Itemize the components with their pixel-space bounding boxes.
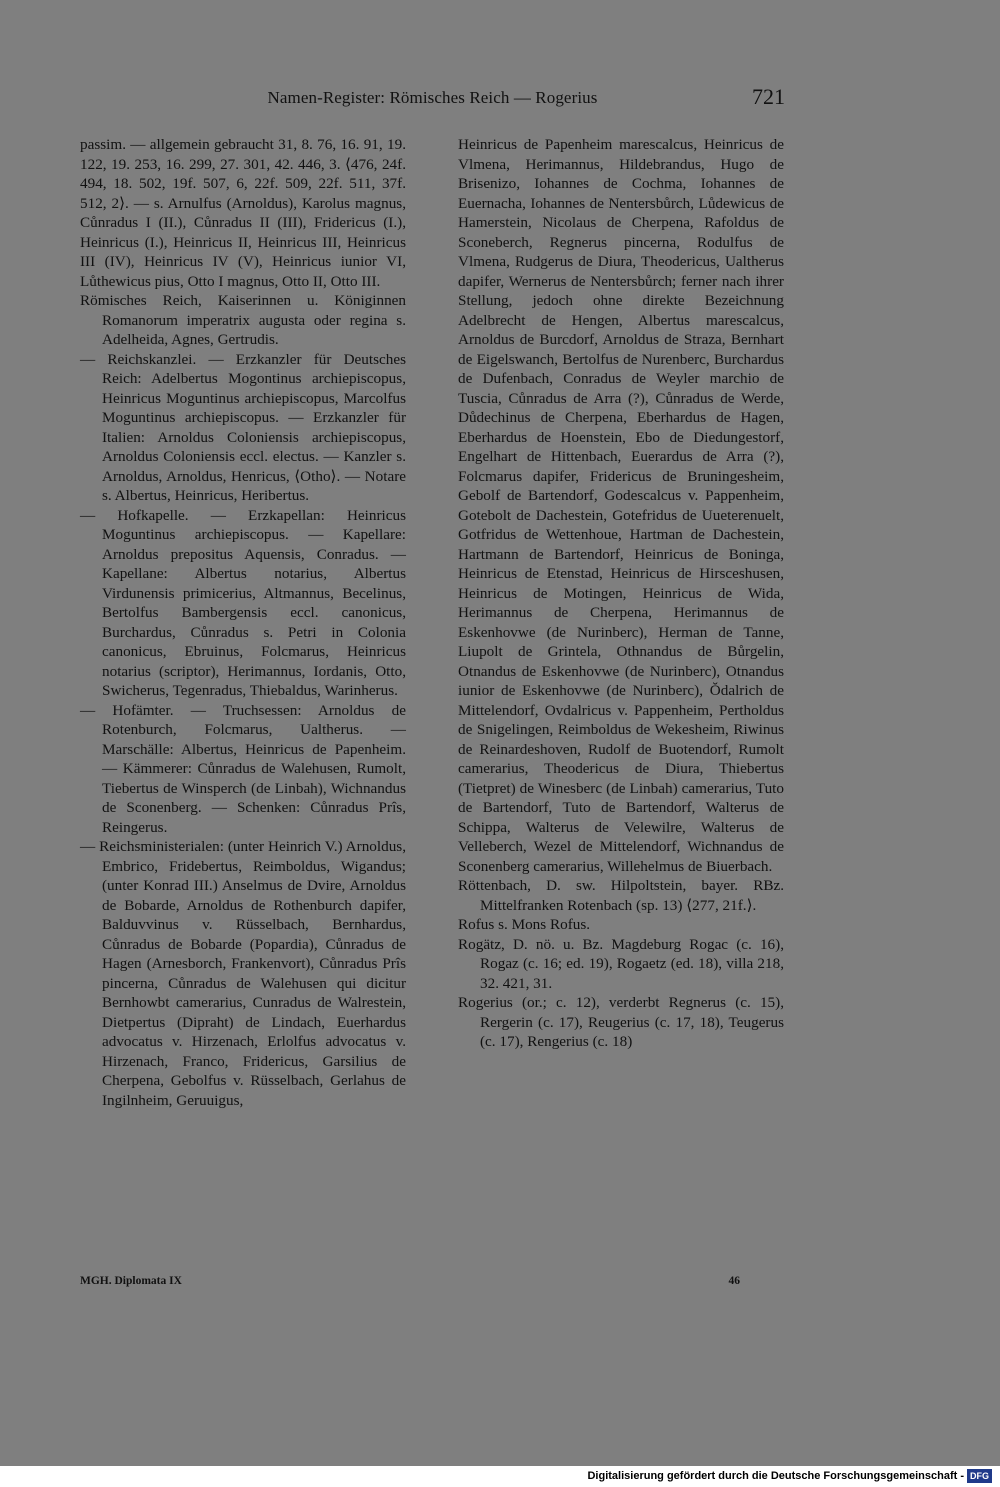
index-entry: — Reichskanzlei. — Erzkanzler für Deutsches Reich: Adelbertus Mogontinus archiepiscopus, Heinricus Moguntinus archiepiscopus, Marcolfus Moguntinus archiepiscopus. — Erzkanzler für Italien: Arnoldus Coloniensis archiepiscopus, Arnoldus Coloniensis eccl. electus. — Kanzler s. Arnoldus, Arnoldus, Henricus, ⟨Otho⟩. — Notare s. Albertus, Heinricus, Heribertus. — [80, 350, 406, 504]
index-entry: Rogerius (or.; c. 12), verderbt Regnerus (c. 15), Rergerin (c. 17), Reugerius (c. 17, 18), Teugerus (c. 17), Rengerius (c. 18) — [458, 994, 784, 1050]
credit-text: Digitalisierung gefördert durch die Deutsche Forschungsgemeinschaft - — [587, 1470, 964, 1482]
index-entry: Rogätz, D. nö. u. Bz. Magdeburg Rogac (c. 16), Rogaz (c. 16; ed. 19), Rogaetz (ed. 18), villa 218, 32. 421, 31. — [458, 935, 784, 992]
footer-signature: 46 — [728, 1275, 740, 1287]
index-entry: Röttenbach, D. sw. Hilpoltstein, bayer. RBz. Mittelfranken Rotenbach (sp. 13) ⟨277, 21f.⟩. — [458, 877, 784, 914]
left-column — [80, 135, 406, 1110]
index-entry: — Reichsministerialen: (unter Heinrich V.) Arnoldus, Embrico, Fridebertus, Reimboldus, Wigandus; (unter Konrad III.) Anselmus de Dvire, Arnoldus de Bobarde, Arnoldus de Rothenburch dapifer, Balduvvinus v. Rüsselbach, Bernhardus, Cůnradus de Bobarde (Popardia), Cůnradus de Hagen (Arnesborch, Frankenvort), Cůnradus Prîs pincerna, Cůnradus de Walehusen qui dicitur Bernhowbt camerarius, Cunradus de Walrestein, Dietpertus (Dipraht) de Lindach, Euerhardus advocatus v. Hirzenach, Erlolfus advocatus v. Hirzenach, Franco, Fridericus, Garsilius de Cherpena, Gebolfus v. Rüsselbach, Gerlahus de Ingilnheim, Geruuigus, — [80, 838, 406, 1109]
index-entry: — Hofämter. — Truchsessen: Arnoldus de Rotenburch, Folcmarus, Ualtherus. — Marschälle: Albertus, Heinricus de Papenheim. — Kämmerer: Cůnradus de Walehusen, Rumolt, Tiebertus de Winsperch (de Linbah), Wichnandus de Sconenberg. — Schenken: Cůnradus Prîs, Reingerus. — [80, 701, 406, 836]
dfg-logo-icon: DFG — [967, 1469, 992, 1483]
footer-series: MGH. Diplomata IX — [80, 1275, 182, 1287]
page-footer — [80, 1275, 740, 1295]
page-number: 721 — [752, 84, 785, 109]
digitization-credit — [587, 1468, 992, 1484]
running-header — [80, 84, 785, 118]
header-title: Namen-Register: Römisches Reich — Rogerius — [267, 88, 598, 107]
index-entry: — Hofkapelle. — Erzkapellan: Heinricus Moguntinus archiepiscopus. — Kapellare: Arnoldus prepositus Aquensis, Conradus. — Kapellane: Albertus notarius, Albertus Virdunensis primicerius, Altmannus, Becelinus, Bertolfus Bambergensis eccl. canonicus, Burchardus, Cůnradus s. Petri in Colonia canonicus, Ebruinus, Folcmarus, Heinricus notarius (scriptor), Herimannus, Iordanis, Otto, Swicherus, Tegenradus, Thiebaldus, Warinherus. — [80, 506, 406, 699]
index-entry: Heinricus de Papenheim marescalcus, Heinricus de Vlmena, Herimannus, Hildebrandus, Hugo de Brisenizo, Iohannes de Cochma, Iohannes de Euernacha, Iohannes de Nentersbůrch, Lůdewicus de Hamerstein, Nicolaus de Cherpena, Rafoldus de Sconeberch, Regnerus pincerna, Rodulfus de Vlmena, Rudgerus de Diura, Theodericus, Ualtherus dapifer, Wernerus de Nentersbůrch; ferner nach ihrer Stellung, jedoch ohne direkte Bezeichnung Adelbrecht de Hengen, Albertus marescalcus, Arnoldus de Burcdorf, Arnoldus de Straza, Bernhart de Eigelswanch, Bertolfus de Nurenberc, Burchardus de Dufenbach, Conradus de Weyler marchio de Tuscia, Cůnradus de Arra (?), Cůnradus de Werde, Důdechinus de Cherpena, Eberhardus de Hagen, Eberhardus de Hoenstein, Ebo de Diedungestorf, Engelhart de Hittenbach, Euerardus de Arra (?), Folcmarus dapifer, Fridericus de Bruningesheim, Gebolf de Bartendorf, Godescalcus v. Pappenheim, Gotebolt de Dachestein, Gotefridus de Uueterenuelt, Gotfridus de Wettenhoue, Hartman de Dachestein, Hartmann de Bartendorf, Heinricus de Boninga, Heinricus de Etenstad, Heinricus de Hirsceshusen, Heinricus de Motingen, Heinricus de Wida, Herimannus de Cherpena, Herimannus de Eskenhovwe (de Nurinberc), Herman de Tanne, Liupolt de Grintela, Othnandus de Bůrgelin, Otnandus de Eskenhovwe (de Nurinberc), Otnandus iunior de Eskenhovwe (de Nurinberc), Ŏdalrich de Mittelendorf, Ovdalricus v. Pappenheim, Pertholdus de Snigelingen, Reimboldus de Wekesheim, Riwinus de Reinardeshoven, Rudolf de Buotendorf, Rumolt camerarius, Theodericus de Diura, Thiebertus (Tietpret) de Winesberc (de Linbah) camerarius, Tuto de Bartendorf, Tuto de Bartendorf, Walterus de Schippa, Walterus de Velewilre, Walterus de Velleberch, Wezel de Mittelendorf, Wichnandus de Sconenberg camerarius, Willehelmus de Biuerbach. — [458, 136, 784, 875]
index-entry: passim. — allgemein gebraucht 31, 8. 76, 16. 91, 19. 122, 19. 253, 16. 299, 27. 301, 42. 446, 3. ⟨476, 24f. 494, 18. 502, 19f. 507, 6, 22f. 509, 22f. 511, 37f. 512, 2⟩. — s. Arnulfus (Arnoldus), Karolus magnus, Cůnradus I (II.), Cůnradus II (III), Fridericus (I.), Heinricus (I.), Heinricus II, Heinricus III, Heinricus III (IV), Heinricus IV (V), Heinricus iunior VI, Lůthewicus pius, Otto I magnus, Otto II, Otto III. — [80, 136, 406, 290]
right-column — [458, 135, 784, 1052]
index-entry: Römisches Reich, Kaiserinnen u. Königinnen Romanorum imperatrix augusta oder regina s. Adelheida, Agnes, Gertrudis. — [80, 292, 406, 348]
index-entry: Rofus s. Mons Rofus. — [458, 916, 591, 933]
